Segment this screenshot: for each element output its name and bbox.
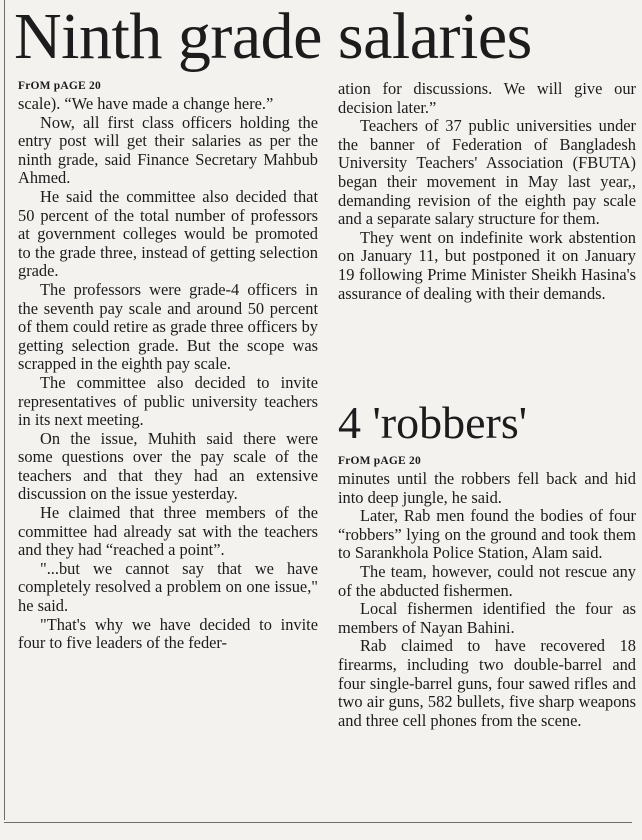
story1-column-2 [338,80,636,303]
paragraph: The professors were grade-4 officers in the seventh pay scale and around 50 percent of them could retire as grade three officers by getting selection grade. But the scope was scrapped in the eighth pay scale. [18,279,318,374]
paragraph: The committee also decided to invite representatives of public university teachers in its next meeting. [18,372,318,430]
paragraph: minutes until the robbers fell back and hid into deep jungle, he said. [338,469,636,507]
paragraph: scale). “We have made a change here.” [18,94,274,113]
main-headline: Ninth grade salaries [14,0,532,73]
paragraph: "That's why we have decided to invite four to five leaders of the feder- [18,614,318,653]
story1-column-1 [18,80,318,653]
paragraph: "...but we cannot say that we have completely resolved a problem on one issue," he said. [18,558,318,616]
column-rule-left [4,0,5,820]
story2-column [338,455,636,730]
story1-jump-kicker: FrOM pAGE 20 [18,80,101,92]
paragraph: They went on indefinite work abstention on January 11, but postponed it on January 19 following Prime Minister Sheikh Hasina's assurance of dealing with their demands. [338,227,636,303]
paragraph: Now, all first class officers holding the entry post will get their salaries as per the ninth grade, said Finance Secretary Mahbub Ahmed. [18,112,318,188]
paragraph: Rab claimed to have recovered 18 firearms, including two double-barrel and four single-barrel guns, four sawed rifles and two air guns, 582 bullets, five sharp weapons and three cell phones from the scene. [338,636,636,730]
page-rule-bottom [4,822,632,823]
paragraph: On the issue, Muhith said there were some questions over the pay scale of the teachers and that they had an extensive discussion on the issue yesterday. [18,428,318,504]
story2-jump-kicker: FrOM pAGE 20 [338,455,421,467]
paragraph: Teachers of 37 public universities under the banner of Federation of Bangladesh University Teachers' Association (FBUTA) began their movement in May last year,, demanding revision of the eighth pay scale and a separate salary structure for them. [338,116,636,229]
robbers-headline: 4 'robbers' [338,397,528,448]
paragraph: The team, however, could not rescue any of the abducted fishermen. [338,561,636,600]
paragraph: ation for discussions. We will give our decision later.” [338,79,636,117]
paragraph: He claimed that three members of the committee had already sat with the teachers and they had “reached a point”. [18,503,318,560]
paragraph: Local fishermen identified the four as members of Nayan Bahini. [338,599,636,637]
paragraph: Later, Rab men found the bodies of four “robbers” lying on the ground and took them to Sarankhola Police Station, Alam said. [338,506,636,563]
paragraph: He said the committee also decided that 50 percent of the total number of professors at government colleges would be promoted to the grade three, instead of getting selection grade. [18,186,318,281]
